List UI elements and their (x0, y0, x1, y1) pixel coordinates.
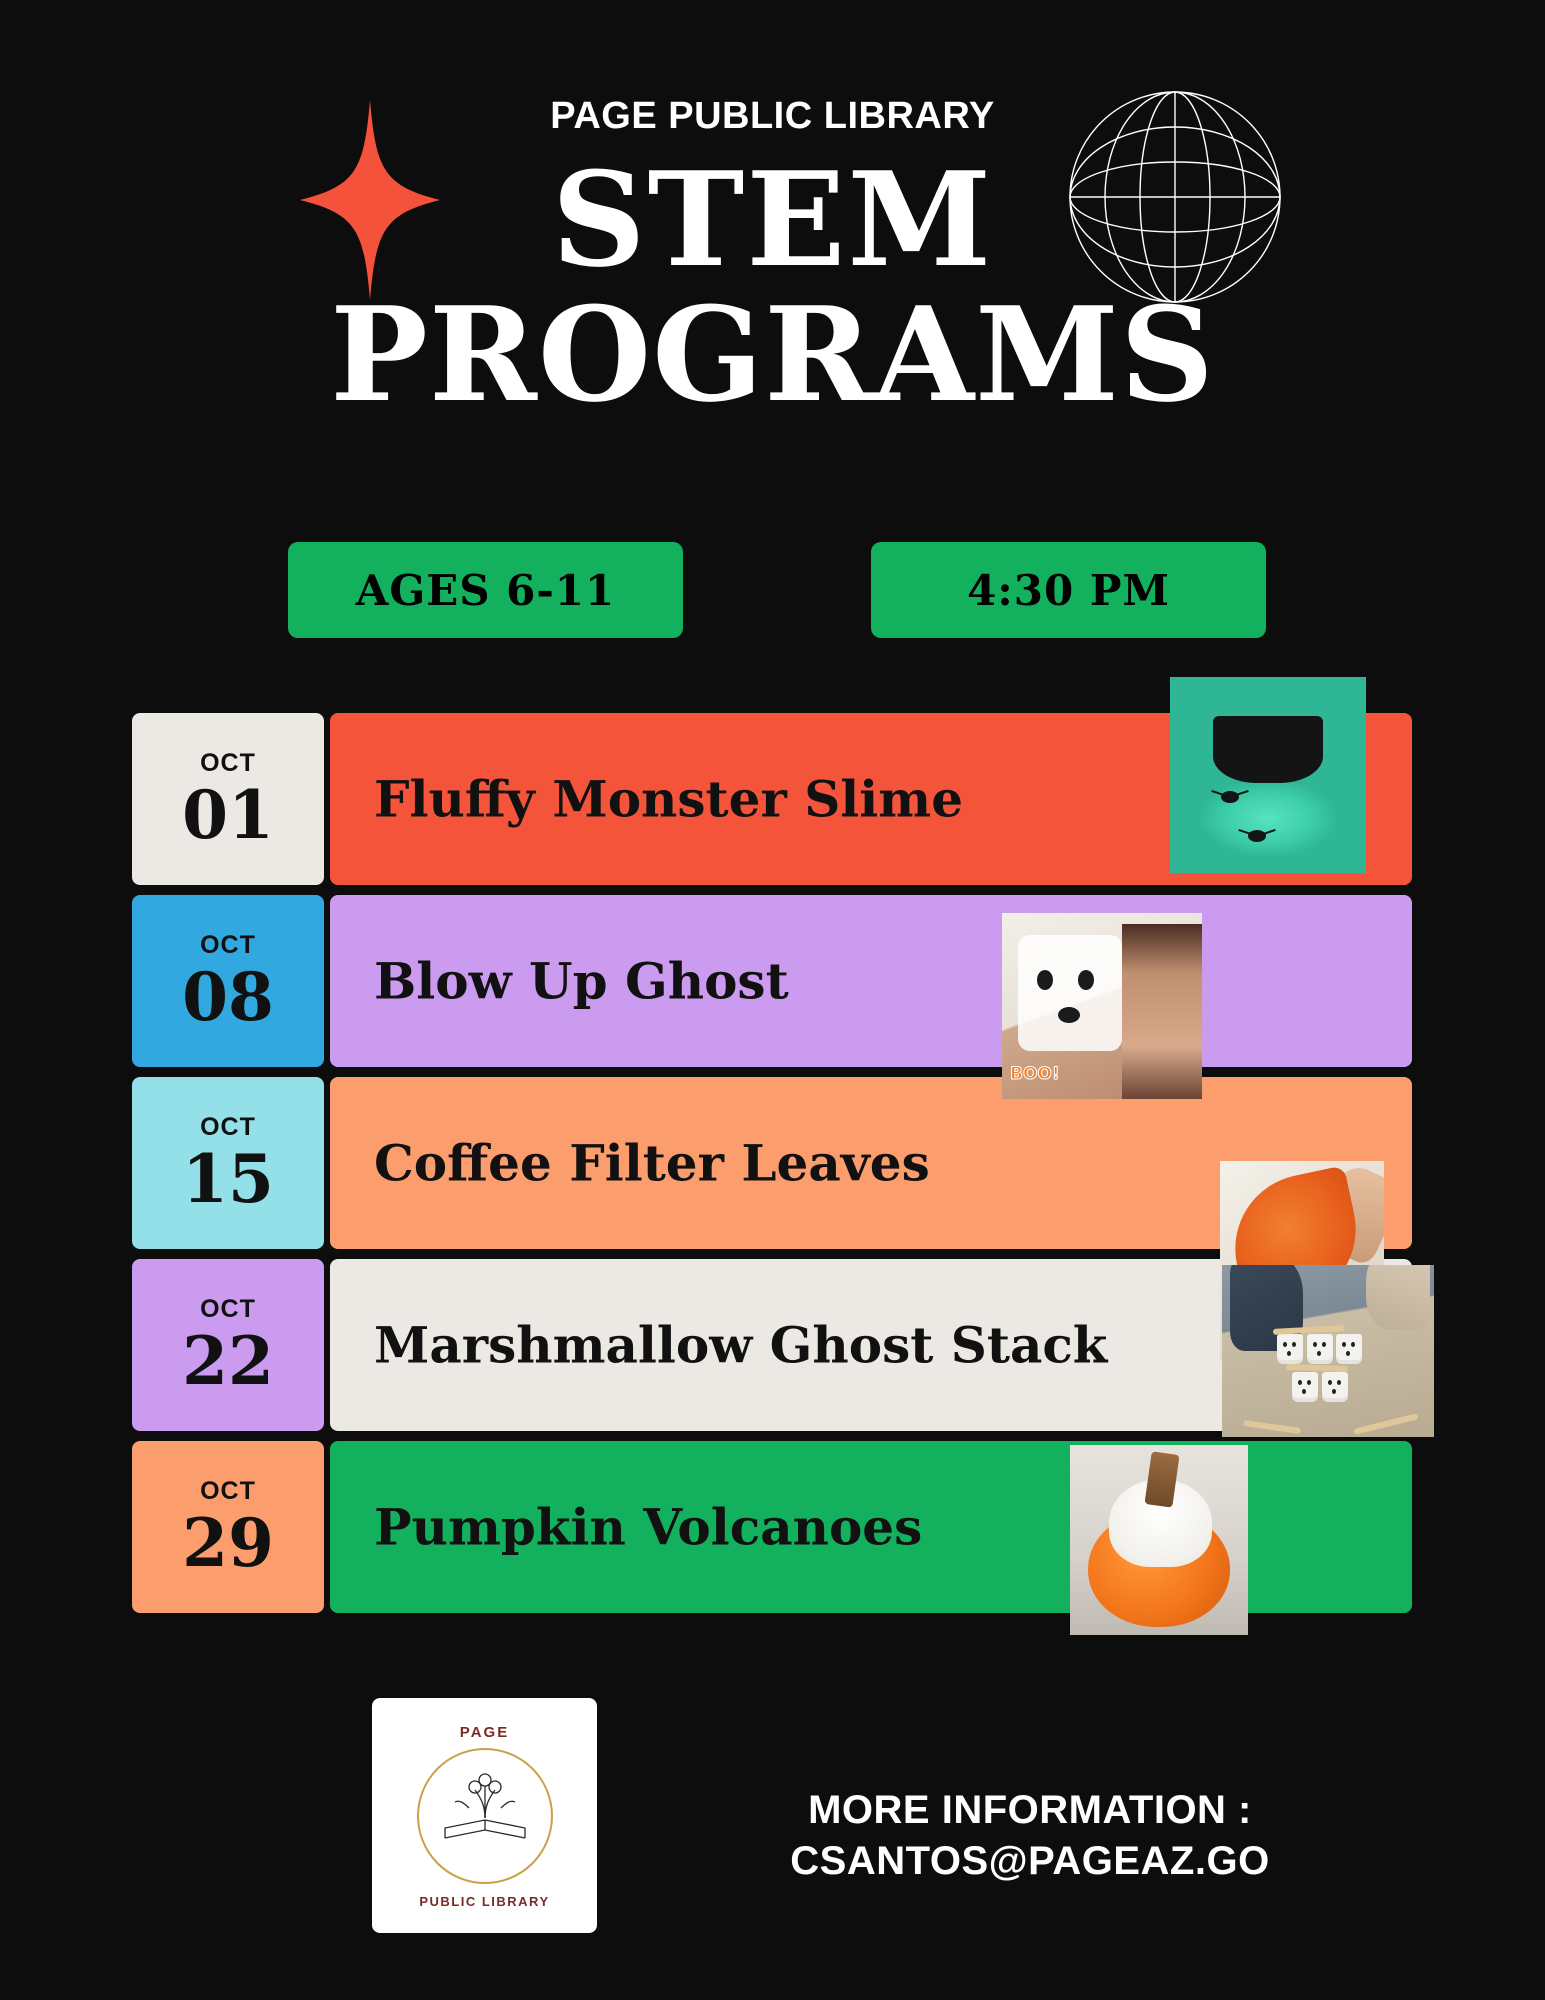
list-item (132, 1077, 1412, 1249)
program-title: Pumpkin Volcanoes (374, 1497, 923, 1557)
date-chip (132, 895, 324, 1067)
date-chip (132, 1441, 324, 1613)
list-item (132, 895, 1412, 1085)
poster-title-line2: PROGRAMS (330, 278, 1215, 431)
poster-badges (0, 542, 1545, 642)
list-item (132, 1441, 1412, 1613)
date-month: OCT (200, 1476, 256, 1505)
date-day: 29 (182, 1503, 274, 1582)
program-bar (330, 895, 1412, 1085)
date-chip (132, 1077, 324, 1249)
program-bar (330, 1441, 1412, 1613)
list-item (132, 713, 1412, 885)
date-day: 01 (182, 775, 274, 854)
date-day: 08 (182, 957, 274, 1036)
status-badge-ages: AGES 6-11 (288, 542, 683, 638)
logo-text-bottom: PUBLIC LIBRARY (419, 1894, 550, 1909)
marshmallow-ghost-stack-photo (1222, 1265, 1434, 1437)
program-title: Blow Up Ghost (374, 951, 789, 1011)
date-month: OCT (200, 930, 256, 959)
date-month: OCT (200, 1294, 256, 1323)
date-month: OCT (200, 748, 256, 777)
globe-icon (1060, 85, 1290, 315)
logo-text-top: PAGE (459, 1724, 510, 1741)
pumpkin-volcano-photo (1070, 1445, 1248, 1635)
program-bar (330, 1077, 1412, 1249)
poster-title-line1: STEM (551, 143, 994, 296)
poster-header (0, 0, 1545, 520)
program-title: Coffee Filter Leaves (374, 1133, 930, 1193)
library-logo (372, 1698, 597, 1933)
slime-photo (1170, 677, 1366, 873)
poster-footer (0, 1670, 1545, 2000)
date-month: OCT (200, 1112, 256, 1141)
program-title: Fluffy Monster Slime (374, 769, 964, 829)
blow-up-ghost-photo: BOO! (1002, 913, 1202, 1099)
program-bar (330, 713, 1412, 885)
date-day: 22 (182, 1321, 274, 1400)
program-title: Marshmallow Ghost Stack (374, 1315, 1108, 1375)
date-day: 15 (182, 1139, 274, 1218)
date-chip (132, 713, 324, 885)
schedule-list (132, 713, 1412, 1623)
status-badge-time: 4:30 PM (871, 542, 1266, 638)
page-title: PAGE PUBLIC LIBRARY (550, 95, 995, 137)
date-chip (132, 1259, 324, 1431)
contact-line-2: CSANTOS@PAGEAZ.GO (790, 1839, 1270, 1884)
program-bar (330, 1259, 1412, 1431)
contact-info (660, 1785, 1400, 1887)
book-flowers-icon (425, 1756, 545, 1876)
contact-line-1: MORE INFORMATION : (808, 1788, 1252, 1832)
